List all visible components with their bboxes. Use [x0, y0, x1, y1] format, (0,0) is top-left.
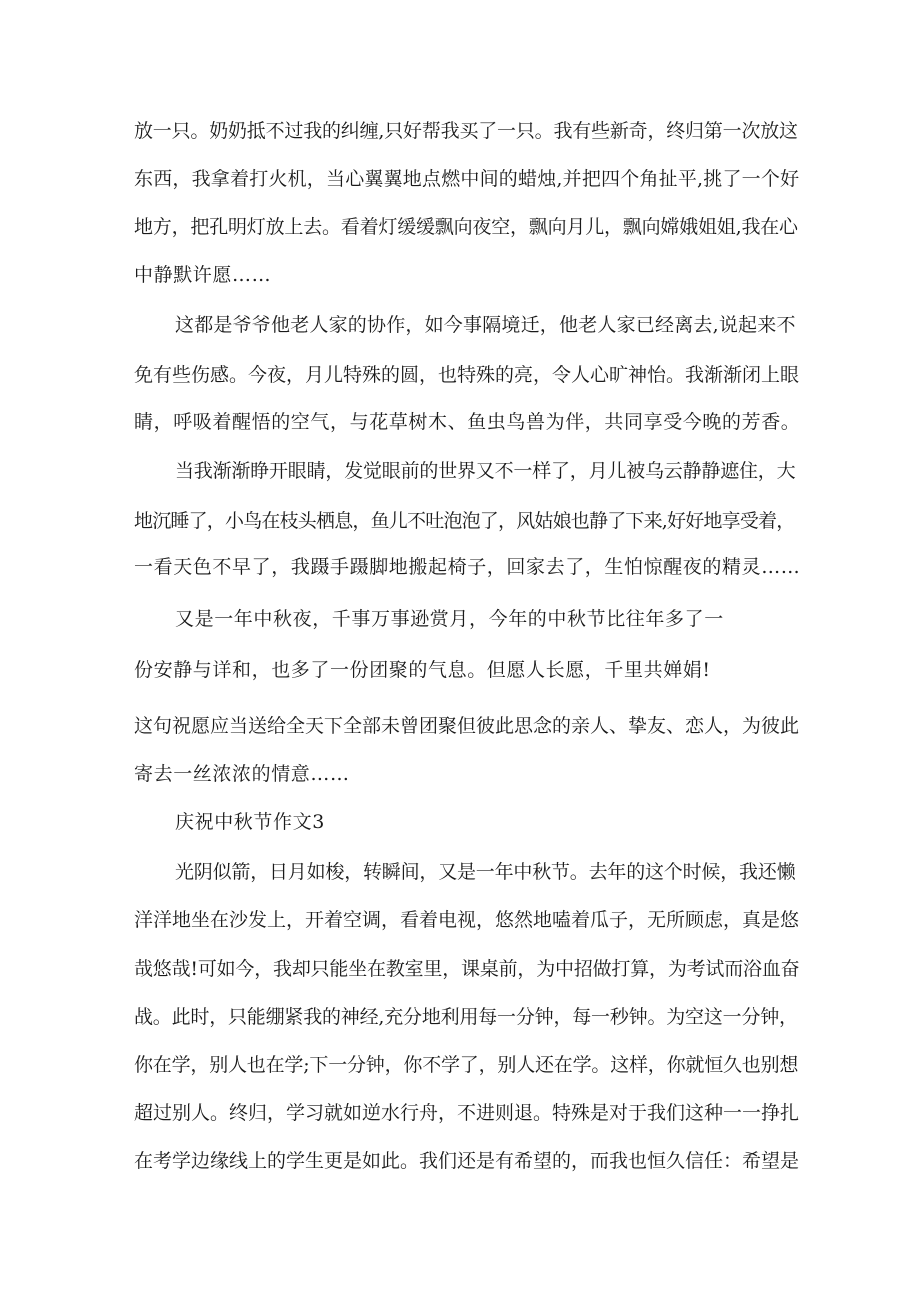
- text-line: 超过别人。终归，学习就如逆水行舟，不进则退。特殊是对于我们这种一一挣扎: [134, 1102, 800, 1124]
- text-line: 免有些伤感。今夜，月儿特殊的圆，也特殊的亮，令人心旷神怡。我渐渐闭上眼: [134, 364, 800, 386]
- text-line: 东西，我拿着打火机，当心翼翼地点燃中间的蜡烛,并把四个角扯平,挑了一个好: [134, 168, 800, 190]
- text-line: 在考学边缘线上的学生更是如此。我们还是有希望的，而我也恒久信任：希望是: [134, 1150, 800, 1172]
- text-line: 份安静与详和，也多了一份团聚的气息。但愿人长愿，千里共婵娟!: [134, 659, 711, 681]
- text-line: 放一只。奶奶抵不过我的纠缠,只好帮我买了一只。我有些新奇，终归第一次放这: [134, 120, 798, 142]
- text-line: 战。此时，只能绷紧我的神经,充分地利用每一分钟，每一秒钟。为空这一分钟，: [134, 1006, 798, 1028]
- text-line: 这都是爷爷他老人家的协作，如今事隔境迁，他老人家已经离去,说起来不: [175, 314, 796, 336]
- text-line: 又是一年中秋夜，千事万事逊赏月，今年的中秋节比往年多了一: [175, 608, 724, 630]
- text-line: 地方，把孔明灯放上去。看着灯缓缓飘向夜空，飘向月儿，飘向嫦娥姐姐,我在心: [134, 216, 798, 238]
- text-line: 你在学，别人也在学;下一分钟，你不学了，别人还在学。这样，你就恒久也别想: [134, 1054, 799, 1076]
- text-line: 当我渐渐睁开眼睛，发觉眼前的世界又不一样了，月儿被乌云静静遮住，大: [175, 460, 796, 482]
- text-line: 光阴似箭，日月如梭，转瞬间，又是一年中秋节。去年的这个时候，我还懒: [175, 861, 796, 883]
- text-line: 洋洋地坐在沙发上，开着空调，看着电视，悠然地嗑着瓜子，无所顾虑，真是悠: [134, 909, 800, 931]
- text-line: 寄去一丝浓浓的情意……: [134, 763, 350, 785]
- text-line: 中静默许愿……: [134, 264, 272, 286]
- text-line: 这句祝愿应当送给全天下全部未曾团聚但彼此思念的亲人、挚友、恋人，为彼此: [134, 715, 800, 737]
- text-line: 地沉睡了，小鸟在枝头栖息，鱼儿不吐泡泡了，风姑娘也静了下来,好好地享受着，: [134, 510, 795, 532]
- text-line: 一看天色不早了，我蹑手蹑脚地搬起椅子，回家去了，生怕惊醒夜的精灵……: [134, 556, 801, 578]
- text-line: 哉悠哉!可如今，我却只能坐在教室里，课桌前，为中招做打算，为考试而浴血奋: [134, 958, 800, 980]
- section-heading: 庆祝中秋节作文3: [175, 811, 325, 833]
- text-line: 睛，呼吸着醒悟的空气，与花草树木、鱼虫鸟兽为伴，共同享受今晚的芳香。: [134, 411, 801, 433]
